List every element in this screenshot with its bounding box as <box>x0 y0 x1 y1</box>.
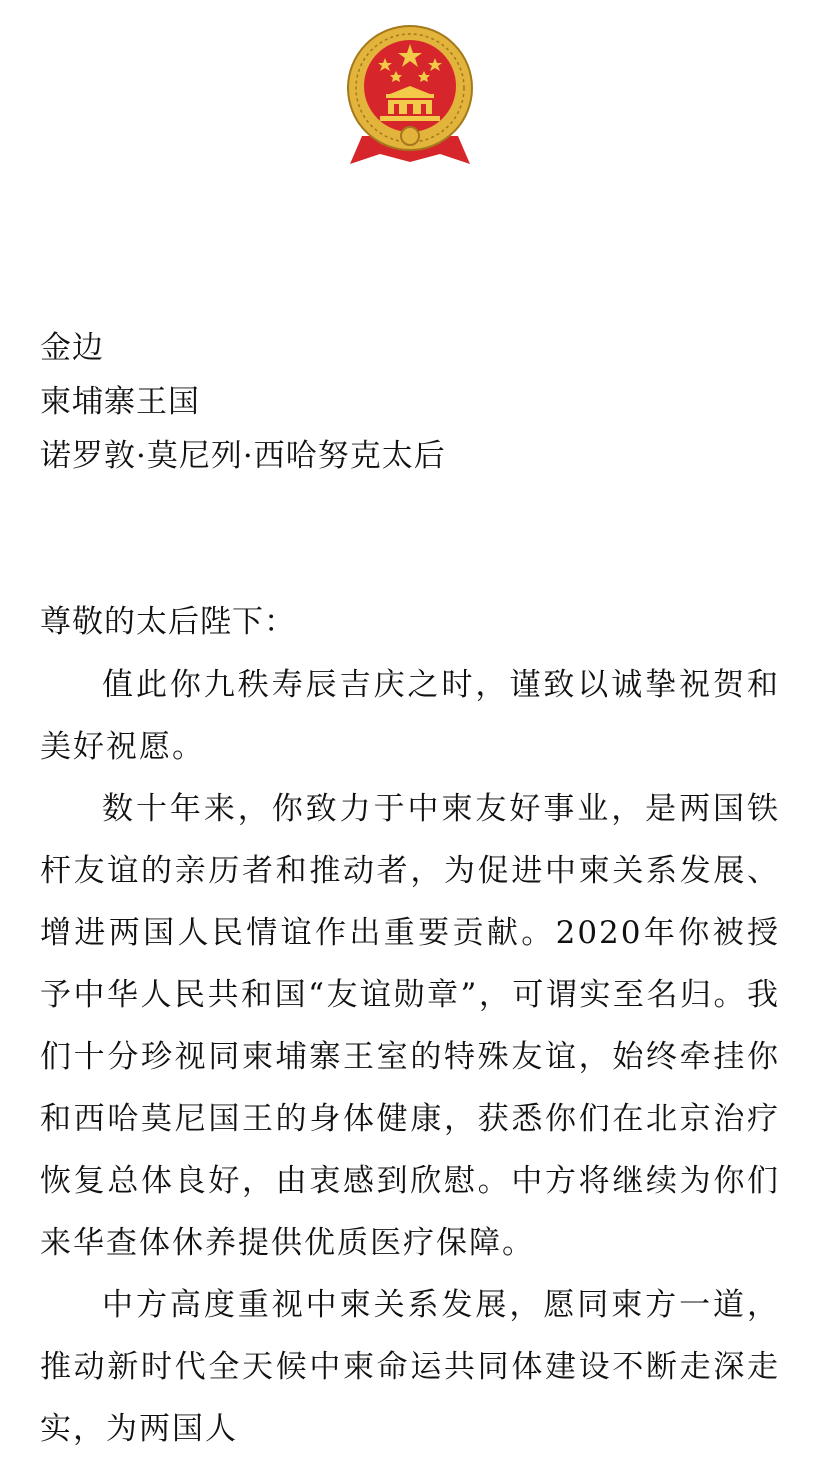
paragraph: 中方高度重视中柬关系发展，愿同柬方一道，推动新时代全天候中柬命运共同体建设不断走深走实，为两国人 <box>40 1287 780 1447</box>
recipient-name: 诺罗敦·莫尼列·西哈努克太后 <box>40 438 446 474</box>
paragraph: 数十年来，你致力于中柬友好事业，是两国铁杆友谊的亲历者和推动者，为促进中柬关系发展、增进两国人民情谊作出重要贡献。2020年你被授予中华人民共和国“友谊勋章”，可谓实至名归。我们十分珍视同柬埔寨王室的特殊友谊，始终牵挂你和西哈莫尼国王的身体健康，获悉你们在北京治疗恢复总体良好，由衷感到欣慰。中方将继续为你们来华查体休养提供优质医疗保障。 <box>40 791 780 1261</box>
letter-body <box>40 654 780 1460</box>
recipient-city: 金边 <box>40 330 104 366</box>
recipient-country: 柬埔寨王国 <box>40 384 200 420</box>
national-emblem-icon <box>340 24 480 172</box>
paragraph: 值此你九秩寿辰吉庆之时，谨致以诚挚祝贺和美好祝愿。 <box>40 667 780 765</box>
salutation: 尊敬的太后陛下： <box>40 604 296 640</box>
